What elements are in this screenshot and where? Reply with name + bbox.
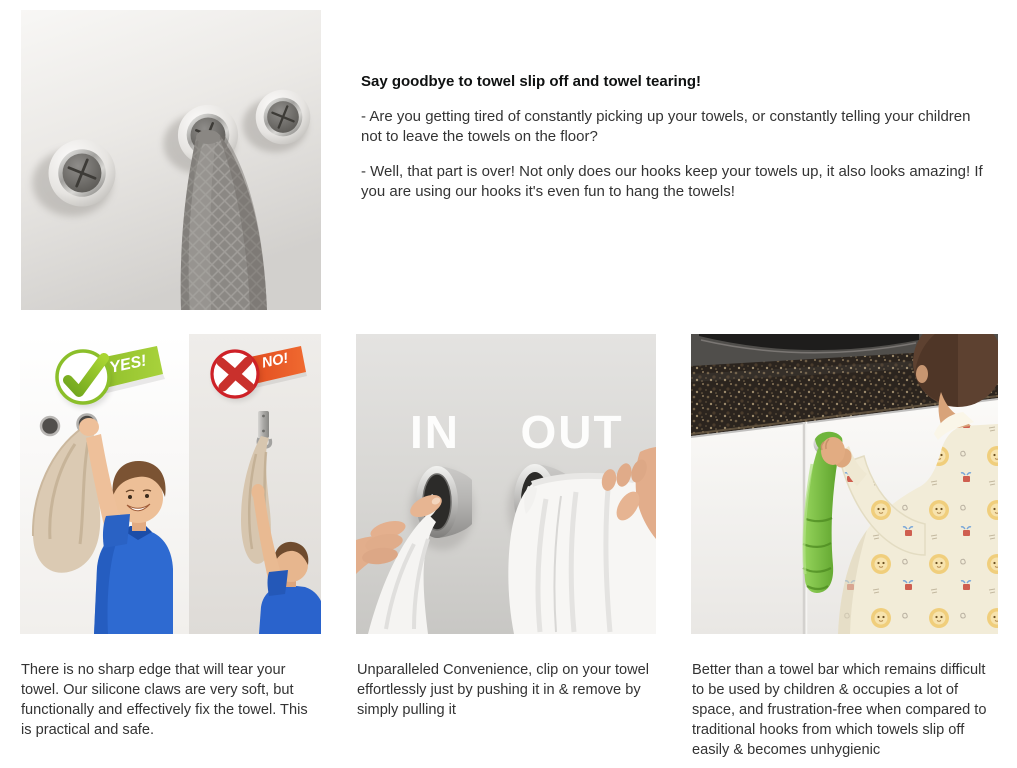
intro-section: [21, 10, 991, 310]
feature-cards-section: [20, 334, 998, 760]
in-out-demo-photo: [356, 334, 656, 634]
feature-card-better-than-bar: [691, 334, 998, 760]
card-caption-better: Better than a towel bar which remains difficult to be used by children & occupies a lot of space, and frustration-free when compared to traditional hooks from which towels slip off easily & becomes unhygienic: [692, 662, 987, 758]
intro-heading: Say goodbye to towel slip off and towel tearing!: [361, 73, 702, 90]
yes-label: YES!: [108, 352, 149, 377]
kitchen-illustration: [691, 334, 998, 634]
feature-card-safety: [20, 334, 321, 760]
in-out-illustration: [356, 334, 656, 634]
child-kitchen-photo: [691, 334, 998, 634]
out-label: OUT: [520, 406, 624, 458]
card-caption-safety: There is no sharp edge that will tear your towel. Our silicone claws are very soft, but functionally and effectively fix the towel. This is practical and safe.: [21, 662, 308, 738]
yes-no-comparison-photo: [20, 334, 321, 634]
intro-paragraph-2: - Well, that part is over! Not only does our hooks keep your towels up, it also looks amazing! If you are using our hooks it's even fun to hang the towels!: [361, 163, 983, 200]
no-label: NO!: [260, 350, 290, 372]
intro-photo-wall-hooks: [21, 10, 321, 310]
in-label: IN: [410, 406, 460, 458]
intro-text-block: [361, 10, 991, 310]
card-caption-convenience: Unparalleled Convenience, clip on your towel effortlessly just by pushing it in & remove by simply pulling it: [357, 662, 650, 718]
intro-paragraph-1: - Are you getting tired of constantly picking up your towels, or constantly telling your children not to leave the towels on the floor?: [361, 108, 971, 145]
wall-hooks-illustration: [21, 10, 321, 310]
feature-card-convenience: [356, 334, 656, 760]
gripping-hand: [821, 437, 845, 465]
yes-no-illustration: [20, 334, 321, 634]
